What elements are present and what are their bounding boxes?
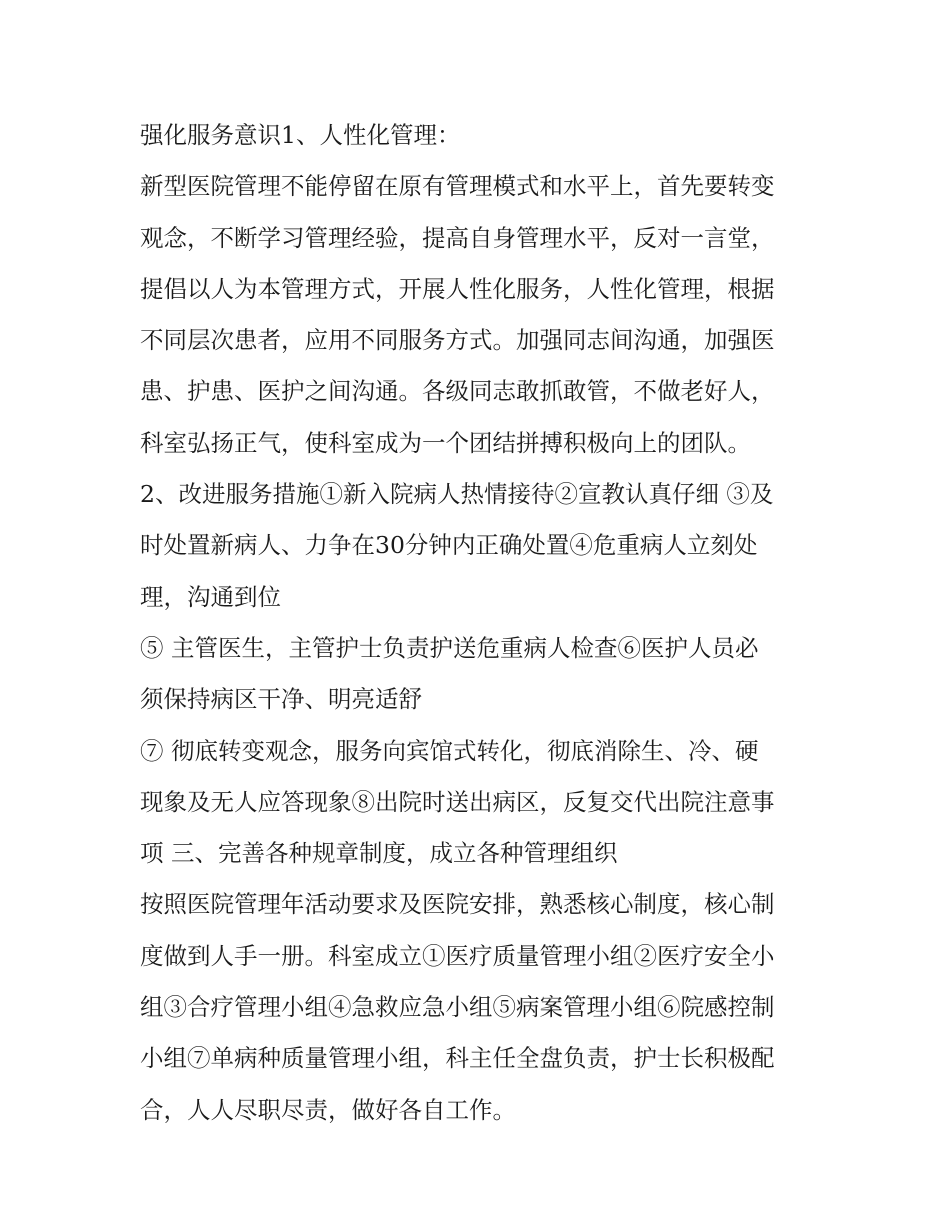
text-line: 理，沟通到位	[140, 582, 281, 611]
text-line: 观念，不断学习管理经验，提高自身管理水平，反对一言堂，	[140, 223, 775, 252]
text-line: 度做到人手一册。科室成立①医疗质量管理小组②医疗安全小	[140, 941, 775, 970]
text-line: 时处置新病人、力争在30分钟内正确处置④危重病人立刻处	[140, 531, 758, 560]
text-line: 科室弘扬正气，使科室成为一个团结拼搏积极向上的团队。	[140, 428, 751, 457]
text-line: 不同层次患者，应用不同服务方式。加强同志间沟通，加强医	[140, 326, 775, 355]
text-line: 新型医院管理不能停留在原有管理模式和水平上，首先要转变	[140, 172, 775, 201]
text-line: 2、改进服务措施①新入院病人热情接待②宣教认真仔细 ③及	[140, 480, 774, 509]
text-line: 合，人人尽职尽责，做好各自工作。	[140, 1095, 516, 1124]
text-line: ⑦ 彻底转变观念，服务向宾馆式转化，彻底消除生、冷、硬	[140, 736, 759, 765]
text-line: 强化服务意识1、人性化管理：	[140, 121, 461, 149]
text-line: 组③合疗管理小组④急救应急小组⑤病案管理小组⑥院感控制	[140, 993, 775, 1022]
text-line: ⑤ 主管医生，主管护士负责护送危重病人检查⑥医护人员必	[140, 633, 759, 662]
text-line: 按照医院管理年活动要求及医院安排，熟悉核心制度，核心制	[140, 890, 775, 919]
text-line: 小组⑦单病种质量管理小组，科主任全盘负责，护士长积极配	[140, 1044, 775, 1073]
text-line: 现象及无人应答现象⑧出院时送出病区，反复交代出院注意事	[140, 787, 775, 816]
document-body	[140, 110, 820, 1136]
text-line: 项 三、完善各种规章制度，成立各种管理组织	[140, 839, 618, 868]
text-line: 须保持病区干净、明亮适舒	[140, 685, 422, 714]
text-line: 患、护患、医护之间沟通。各级同志敢抓敢管，不做老好人，	[140, 377, 775, 406]
text-line: 提倡以人为本管理方式，开展人性化服务，人性化管理，根据	[140, 274, 775, 303]
